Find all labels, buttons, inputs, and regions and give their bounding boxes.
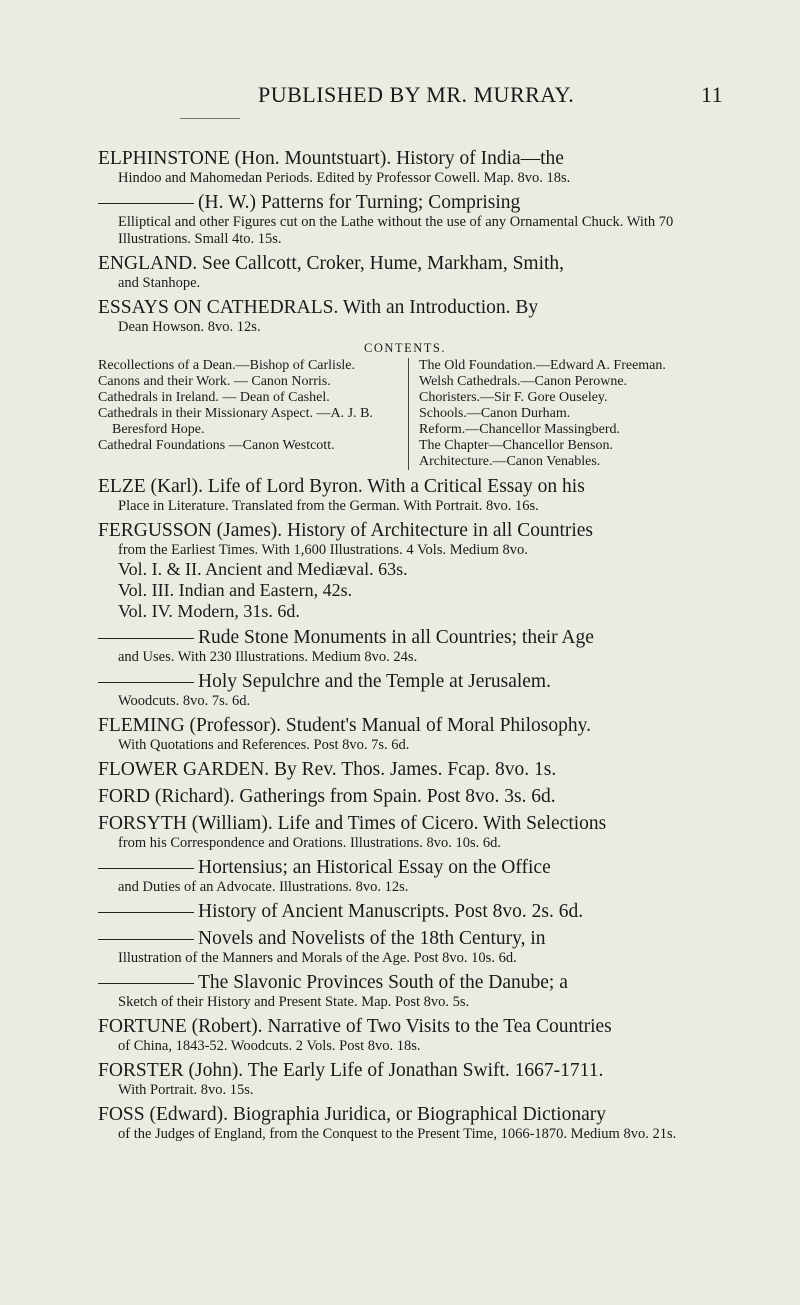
running-title: PUBLISHED BY MR. MURRAY. <box>258 82 575 107</box>
entry-heading: FORSTER (John). The Early Life of Jonathan Swift. 1667-1711. <box>98 1060 604 1081</box>
entry-heading <box>98 972 712 994</box>
entry-heading: ELZE (Karl). Life of Lord Byron. With a Critical Essay on his <box>98 476 585 497</box>
entry-details: of the Judges of England, from the Conquest to the Present Time, 1066-1870. Medium 8vo. 21s. <box>118 1126 677 1142</box>
header-rule <box>180 118 240 119</box>
entry-heading: FORTUNE (Robert). Narrative of Two Visits to the Tea Countries <box>98 1016 612 1037</box>
catalogue-entry <box>98 928 712 967</box>
entry-details: from his Correspondence and Orations. Illustrations. 8vo. 10s. 6d. <box>118 835 501 851</box>
entry-heading: ELPHINSTONE (Hon. Mountstuart). History of India—the <box>98 148 564 169</box>
entry-heading: ENGLAND. See Callcott, Croker, Hume, Markham, Smith, <box>98 253 565 274</box>
entry-details: Woodcuts. 8vo. 7s. 6d. <box>118 693 251 709</box>
entry-heading: FORD (Richard). Gatherings from Spain. Post 8vo. 3s. 6d. <box>98 786 556 807</box>
entry-heading: FERGUSSON (James). History of Architecture in all Countries <box>98 520 594 541</box>
entry-heading: FOSS (Edward). Biographia Juridica, or Biographical Dictionary <box>98 1104 606 1125</box>
entry-heading: FLEMING (Professor). Student's Manual of Moral Philosophy. <box>98 715 591 736</box>
entry-details: and Uses. With 230 Illustrations. Medium 8vo. 24s. <box>118 649 418 665</box>
entry-heading-text: Hortensius; an Historical Essay on the Office <box>198 857 551 878</box>
contents-item: The Chapter—Chancellor Benson. <box>419 438 614 453</box>
catalogue-entry <box>98 1016 712 1055</box>
ditto-dash <box>98 912 194 913</box>
contents-item: Cathedrals in Ireland. — Dean of Cashel. <box>98 390 330 405</box>
contents-item: Cathedrals in their Missionary Aspect. —A. J. B. Beresford Hope. <box>98 406 373 437</box>
ditto-dash <box>98 868 194 869</box>
contents-item: The Old Foundation.—Edward A. Freeman. <box>419 358 666 373</box>
contents-item: Cathedral Foundations —Canon Westcott. <box>98 438 335 453</box>
entry-details: With Portrait. 8vo. 15s. <box>118 1082 254 1098</box>
entry-heading-text: Holy Sepulchre and the Temple at Jerusalem. <box>198 671 551 692</box>
entry-heading <box>98 627 712 649</box>
volume-line: Vol. III. Indian and Eastern, 42s. <box>118 580 353 600</box>
entry-heading: FORSYTH (William). Life and Times of Cicero. With Selections <box>98 813 607 834</box>
catalogue-entry <box>98 759 712 781</box>
catalogue-entry <box>98 148 712 187</box>
entry-heading-text: (H. W.) Patterns for Turning; Comprising <box>198 192 521 213</box>
catalogue-body <box>98 148 712 1148</box>
catalogue-entry <box>98 857 712 896</box>
catalogue-entry <box>98 297 712 336</box>
volume-line: Vol. IV. Modern, 31s. 6d. <box>118 601 300 621</box>
entry-details: Dean Howson. 8vo. 12s. <box>118 319 261 335</box>
catalogue-entry <box>98 1104 712 1143</box>
contents-right-column <box>408 358 709 470</box>
catalogue-entry <box>98 901 712 923</box>
entry-heading <box>98 901 712 923</box>
volume-line: Vol. I. & II. Ancient and Mediæval. 63s. <box>118 559 408 579</box>
contents-item: Choristers.—Sir F. Gore Ouseley. <box>419 390 608 405</box>
entry-details: Place in Literature. Translated from the German. With Portrait. 8vo. 16s. <box>118 498 539 514</box>
contents-list <box>98 358 712 470</box>
entry-details: Elliptical and other Figures cut on the Lathe without the use of any Ornamental Chuck. With 70 Illustrations. Small 4to. 15s. <box>118 214 674 247</box>
entry-details: from the Earliest Times. With 1,600 Illustrations. 4 Vols. Medium 8vo. <box>118 542 528 558</box>
ditto-dash <box>98 983 194 984</box>
entry-heading: FLOWER GARDEN. By Rev. Thos. James. Fcap. 8vo. 1s. <box>98 759 557 780</box>
catalogue-entry <box>98 192 712 248</box>
ditto-dash <box>98 682 194 683</box>
ditto-dash <box>98 638 194 639</box>
entry-heading-text: Rude Stone Monuments in all Countries; their Age <box>198 627 594 648</box>
catalogue-entry <box>98 476 712 515</box>
entry-heading <box>98 928 712 950</box>
catalogue-entry <box>98 972 712 1011</box>
contents-item: Welsh Cathedrals.—Canon Perowne. <box>419 374 628 389</box>
contents-item: Architecture.—Canon Venables. <box>419 454 601 469</box>
entry-details: and Stanhope. <box>118 275 201 291</box>
contents-item: Reform.—Chancellor Massingberd. <box>419 422 621 437</box>
catalogue-entry <box>98 715 712 754</box>
entry-details: and Duties of an Advocate. Illustrations. 8vo. 12s. <box>118 879 409 895</box>
entry-details: Sketch of their History and Present State. Map. Post 8vo. 5s. <box>118 994 470 1010</box>
contents-left-column <box>98 358 408 470</box>
catalogue-entry <box>98 253 712 292</box>
entry-heading: ESSAYS ON CATHEDRALS. With an Introduction. By <box>98 297 539 318</box>
entry-heading <box>98 671 712 693</box>
entry-heading <box>98 192 712 214</box>
ditto-dash <box>98 203 194 204</box>
catalogue-entry <box>98 520 712 622</box>
entry-details: With Quotations and References. Post 8vo. 7s. 6d. <box>118 737 410 753</box>
entry-details: Illustration of the Manners and Morals of the Age. Post 8vo. 10s. 6d. <box>118 950 517 966</box>
page-number: 11 <box>701 82 724 107</box>
entry-heading-text: The Slavonic Provinces South of the Danube; a <box>198 972 568 993</box>
catalogue-entry <box>98 813 712 852</box>
ditto-dash <box>98 939 194 940</box>
entry-details: of China, 1843-52. Woodcuts. 2 Vols. Post 8vo. 18s. <box>118 1038 421 1054</box>
entry-heading <box>98 857 712 879</box>
catalogue-entry <box>98 786 712 808</box>
contents-item: Schools.—Canon Durham. <box>419 406 571 421</box>
entry-heading-text: History of Ancient Manuscripts. Post 8vo. 2s. 6d. <box>198 901 584 922</box>
contents-item: Recollections of a Dean.—Bishop of Carlisle. <box>98 358 355 373</box>
catalogue-entry <box>98 1060 712 1099</box>
catalogue-entry <box>98 627 712 666</box>
contents-item: Canons and their Work. — Canon Norris. <box>98 374 331 389</box>
entry-details: Hindoo and Mahomedan Periods. Edited by Professor Cowell. Map. 8vo. 18s. <box>118 170 571 186</box>
entry-heading-text: Novels and Novelists of the 18th Century, in <box>198 928 546 949</box>
catalogue-entry <box>98 671 712 710</box>
contents-heading: CONTENTS. <box>364 341 446 355</box>
